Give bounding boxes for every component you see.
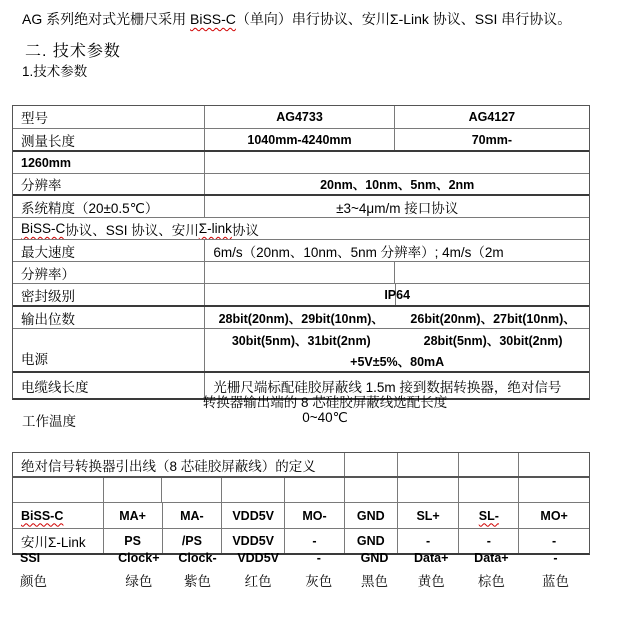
table-row-power xyxy=(13,329,589,373)
power-bits-ag4733: 30bit(5nm)、31bit(2nm) xyxy=(231,333,371,348)
ssi-data-plus2: Data+ xyxy=(474,551,509,565)
cell-bissc-label: BiSS-C xyxy=(13,503,104,528)
cell-bissc-sl-minus: SL- xyxy=(459,503,519,528)
ssi-data-plus1: Data+ xyxy=(414,551,449,565)
cell-title-empty4 xyxy=(519,453,589,476)
table-row-accuracy xyxy=(13,196,589,218)
section-heading: 二. 技术参数 xyxy=(25,43,121,60)
cell-empty-6 xyxy=(345,478,398,502)
color-green: 绿色 xyxy=(125,574,153,589)
cell-cable-value: 光栅尺端标配硅胶屏蔽线 1.5m 接到数据转换器，绝对信号 xyxy=(213,379,562,395)
cell-model-ag4127: AG4127 xyxy=(468,110,516,124)
cell-yaskawa-dash3: - xyxy=(459,529,519,553)
cell-resolution2-empty1 xyxy=(205,262,394,283)
cell-title-empty3 xyxy=(459,453,519,476)
color-black: 黑色 xyxy=(361,574,389,589)
intro-text-post: （单向）串行协议、安川Σ-Link 协议、SSI 串行协议。 xyxy=(235,11,572,27)
cell-length-range2: 70mm- xyxy=(471,132,512,147)
power-supply-value: +5V±5%、80mA xyxy=(350,354,445,369)
cell-resolution2-empty2 xyxy=(395,262,589,283)
cell-power-label: 电源 xyxy=(13,329,205,371)
cell-yaskawa-dash1: - xyxy=(285,529,345,553)
intro-text-pre: AG 系列绝对式光栅尺采用 xyxy=(22,11,191,27)
cell-yaskawa-ps: PS xyxy=(104,529,163,553)
cell-resolution-value: 20nm、10nm、5nm、2nm xyxy=(320,178,475,192)
intro-spellcheck-term: BiSS-C xyxy=(190,11,236,27)
wire-definition-table xyxy=(12,452,590,555)
cell-bissc-ma-plus: MA+ xyxy=(104,503,163,528)
cell-bissc-ma-minus: MA- xyxy=(163,503,223,528)
cell-empty-7 xyxy=(398,478,460,502)
ssi-vdd5v: VDD5V xyxy=(237,551,279,565)
table-row-measuring-length xyxy=(13,129,589,152)
color-brown: 棕色 xyxy=(477,574,505,589)
cell-yaskawa-dash4: - xyxy=(552,534,557,548)
ssi-clock-plus: Clock+ xyxy=(118,551,160,565)
wire-color-row xyxy=(12,569,590,591)
cell-yaskawa-vdd5v: VDD5V xyxy=(222,529,285,553)
cell-model-label: 型号 xyxy=(13,106,205,128)
cell-title-empty1 xyxy=(345,453,398,476)
power-bits-halves xyxy=(205,331,589,349)
cable-length-continued-text: 转换器输出端的 8 芯硅胶屏蔽线选配长度 xyxy=(202,395,448,410)
cell-length-range1: 1040mm-4240mm xyxy=(205,129,394,150)
output-bits-ag4733: 28bit(20nm)、29bit(10nm)、 xyxy=(218,311,384,326)
protocols-mid: 协议、SSI 协议、安川 xyxy=(65,222,199,238)
cell-wire-title: 绝对信号转换器引出线（8 芯硅胶屏蔽线）的定义 xyxy=(13,453,345,476)
cell-length2-empty xyxy=(205,152,589,173)
cell-empty-5 xyxy=(285,478,345,502)
cell-power-value xyxy=(205,329,589,371)
cell-length2-label: 1260mm xyxy=(13,152,205,173)
working-temperature-label: 工作温度 xyxy=(22,414,76,429)
cell-bissc-mo-minus: MO- xyxy=(285,503,345,528)
table-row-output-bits xyxy=(13,307,589,329)
cell-bissc-vdd5v: VDD5V xyxy=(222,503,285,528)
working-temperature-value: 0~40℃ xyxy=(302,410,348,425)
cell-max-speed-label: 最大速度 xyxy=(13,240,205,261)
cell-empty-4 xyxy=(222,478,285,502)
output-bits-ag4127: 26bit(20nm)、27bit(10nm)、 xyxy=(410,311,576,326)
cell-output-bits-value xyxy=(205,307,589,328)
output-bits-halves xyxy=(205,309,589,327)
cell-yaskawa-gnd: GND xyxy=(345,529,398,553)
table-row-wire-title xyxy=(13,453,589,478)
cell-sealing-label: 密封级别 xyxy=(13,284,205,305)
cell-bissc-gnd: GND xyxy=(345,503,398,528)
table-row-resolution xyxy=(13,174,589,196)
cell-accuracy-label: 系统精度（20±0.5℃） xyxy=(13,196,205,217)
cell-resolution2-label: 分辨率） xyxy=(13,262,205,283)
table-row-sealing xyxy=(13,284,589,307)
cell-bissc-sl-plus: SL+ xyxy=(398,503,460,528)
cell-max-speed-value: 6m/s（20nm、10nm、5nm 分辨率）; 4m/s（2m xyxy=(213,244,504,260)
ssi-dash1: - xyxy=(316,551,321,565)
cell-resolution-label: 分辨率 xyxy=(13,174,205,194)
cell-protocols xyxy=(13,218,589,239)
ssi-label: SSI xyxy=(20,551,41,565)
cell-sealing-value xyxy=(205,284,589,305)
cell-length-label: 测量长度 xyxy=(13,129,205,150)
table-row-max-speed xyxy=(13,240,589,262)
ssi-dash2: - xyxy=(553,551,558,565)
cell-empty-3 xyxy=(162,478,222,502)
power-bits-line xyxy=(205,329,589,350)
table-row-empty xyxy=(13,478,589,503)
color-purple: 紫色 xyxy=(184,574,211,589)
table-row-resolution-continued xyxy=(13,262,589,284)
sub-heading: 1.技术参数 xyxy=(22,64,88,79)
table-row-bissc-wires xyxy=(13,503,589,529)
color-label: 颜色 xyxy=(20,574,47,589)
protocols-end: 协议 xyxy=(231,222,259,238)
cell-empty-8 xyxy=(459,478,519,502)
tech-parameters-table xyxy=(12,105,590,400)
sealing-ip-rating: IP64 xyxy=(384,287,411,302)
ssi-clock-minus: Clock- xyxy=(178,551,217,565)
cell-empty-1 xyxy=(13,478,104,502)
color-yellow: 黄色 xyxy=(417,574,445,589)
table-row-model xyxy=(13,106,589,129)
cell-yaskawa-dash2: - xyxy=(398,529,460,553)
cell-yaskawa-label: 安川Σ-Link xyxy=(13,529,104,553)
color-gray: 灰色 xyxy=(305,574,333,589)
cell-accuracy-value: ±3~4μm/m 接口协议 xyxy=(336,200,459,216)
ssi-gnd: GND xyxy=(360,551,389,565)
table-row-length-continued xyxy=(13,152,589,174)
power-bits-ag4127: 28bit(5nm)、30bit(2nm) xyxy=(423,333,563,348)
cell-title-empty2 xyxy=(398,453,460,476)
protocols-sigmalink: Σ-link xyxy=(198,221,232,236)
ssi-wire-row xyxy=(12,548,590,568)
cell-yaskawa-ps-inv: /PS xyxy=(163,529,223,553)
cell-model-ag4733: AG4733 xyxy=(205,106,394,128)
cell-empty-2 xyxy=(104,478,163,502)
intro-paragraph xyxy=(22,9,627,29)
cell-cable-label: 电缆线长度 xyxy=(13,373,205,398)
cell-empty-9 xyxy=(519,478,589,502)
cell-output-bits-label: 输出位数 xyxy=(13,307,205,328)
protocols-bissc: BiSS-C xyxy=(21,221,66,236)
color-blue: 蓝色 xyxy=(541,574,569,589)
cell-bissc-mo-plus: MO+ xyxy=(540,508,568,523)
color-red: 红色 xyxy=(244,574,272,589)
table-row-protocols xyxy=(13,218,589,240)
